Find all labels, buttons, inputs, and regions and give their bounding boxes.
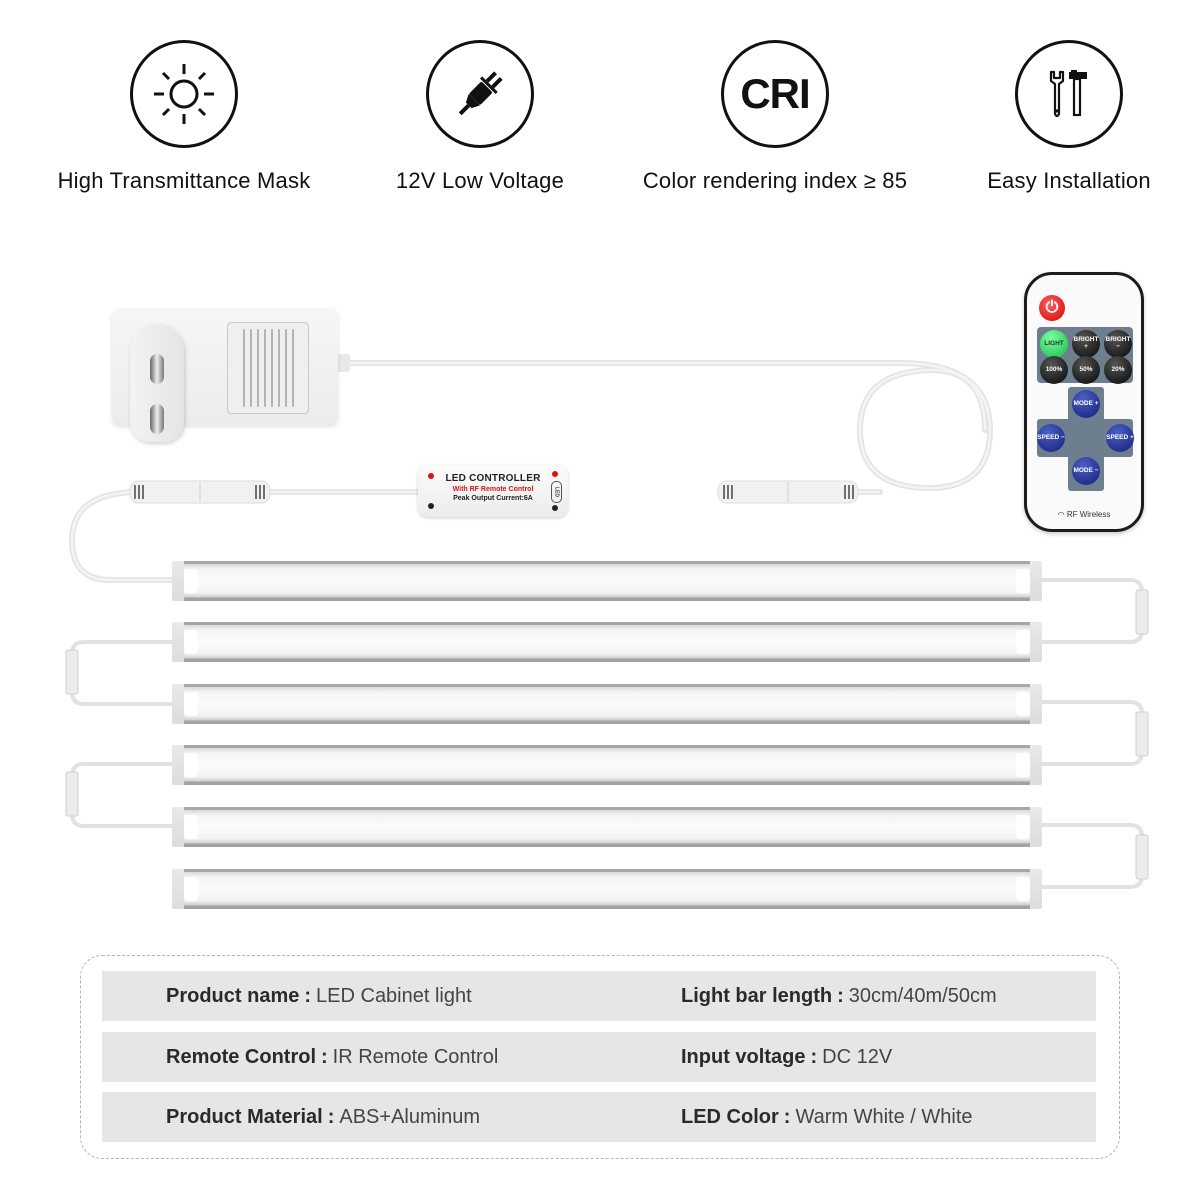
spec-key: Light bar length xyxy=(681,984,833,1007)
sun-icon xyxy=(130,40,238,148)
remote-footer-text: RF Wireless xyxy=(1066,510,1111,519)
remote-speed-down-button[interactable]: SPEED − xyxy=(1037,424,1065,452)
spec-value: ABS+Aluminum xyxy=(339,1105,480,1128)
remote-bright-up-button[interactable]: BRIGHT + xyxy=(1072,330,1100,358)
spec-key: Input voltage xyxy=(681,1045,806,1068)
wifi-icon: ◠ xyxy=(1057,510,1067,519)
plug-icon xyxy=(426,40,534,148)
light-bar xyxy=(172,561,1042,601)
eu-plug-icon xyxy=(130,324,184,442)
feature-low-voltage xyxy=(330,40,630,194)
spec-product-name: Product name : LED Cabinet light xyxy=(166,984,472,1007)
spec-value: Warm White / White xyxy=(795,1105,973,1128)
controller-led-tag: LED xyxy=(551,481,562,503)
spec-row xyxy=(102,1032,1096,1082)
remote-mode-down-button[interactable]: MODE − xyxy=(1072,457,1100,485)
spec-light-bar-length: Light bar length : 30cm/40m/50cm xyxy=(681,984,997,1007)
spec-value: LED Cabinet light xyxy=(316,984,472,1007)
led-controller xyxy=(418,465,568,517)
remote-100-button[interactable]: 100% xyxy=(1040,356,1068,384)
remote-20-button[interactable]: 20% xyxy=(1104,356,1132,384)
power-adapter xyxy=(112,300,338,425)
cri-icon-text: CRI xyxy=(740,70,810,117)
controller-subtitle: With RF Remote Control xyxy=(452,486,534,493)
feature-label: High Transmittance Mask xyxy=(57,168,311,193)
spec-remote-control: Remote Control : IR Remote Control xyxy=(166,1045,499,1068)
spec-row xyxy=(102,1092,1096,1142)
remote-power-button[interactable]: ⏻ xyxy=(1039,295,1065,321)
spec-led-color: LED Color : Warm White / White xyxy=(681,1105,973,1128)
feature-cri xyxy=(625,40,925,194)
light-bar xyxy=(172,869,1042,909)
feature-easy-install xyxy=(919,40,1200,194)
product-illustration xyxy=(0,230,1200,930)
light-bar xyxy=(172,622,1042,662)
light-bar xyxy=(172,807,1042,847)
feature-label: Easy Installation xyxy=(987,168,1151,193)
spec-row xyxy=(102,971,1096,1021)
feature-label: 12V Low Voltage xyxy=(395,168,565,193)
rf-remote xyxy=(1024,272,1144,532)
adapter-label-plate xyxy=(227,322,309,414)
remote-50-button[interactable]: 50% xyxy=(1072,356,1100,384)
spec-input-voltage: Input voltage : DC 12V xyxy=(681,1045,893,1068)
remote-mode-up-button[interactable]: MODE + xyxy=(1072,390,1100,418)
remote-bright-down-button[interactable]: BRIGHT − xyxy=(1104,330,1132,358)
remote-speed-up-button[interactable]: SPEED + xyxy=(1106,424,1134,452)
controller-title: LED CONTROLLER xyxy=(445,473,541,484)
spec-value: 30cm/40m/50cm xyxy=(848,984,997,1007)
controller-peak-current: Peak Output Current:6A xyxy=(453,495,533,502)
spec-value: DC 12V xyxy=(822,1045,893,1068)
remote-light-button[interactable]: LIGHT xyxy=(1040,330,1068,358)
spec-product-material: Product Material : ABS+Aluminum xyxy=(166,1105,480,1128)
cri-icon xyxy=(721,40,829,148)
spec-key: Product name xyxy=(166,984,300,1007)
remote-rf-label xyxy=(1027,510,1141,519)
feature-label: Color rendering index ≥ 85 xyxy=(642,168,908,193)
light-bar xyxy=(172,745,1042,785)
spec-key: Remote Control xyxy=(166,1045,316,1068)
spec-key: Product Material xyxy=(166,1105,323,1128)
spec-value: IR Remote Control xyxy=(332,1045,499,1068)
feature-high-transmittance xyxy=(34,40,334,194)
tools-icon xyxy=(1015,40,1123,148)
light-bar xyxy=(172,684,1042,724)
spec-key: LED Color xyxy=(681,1105,779,1128)
